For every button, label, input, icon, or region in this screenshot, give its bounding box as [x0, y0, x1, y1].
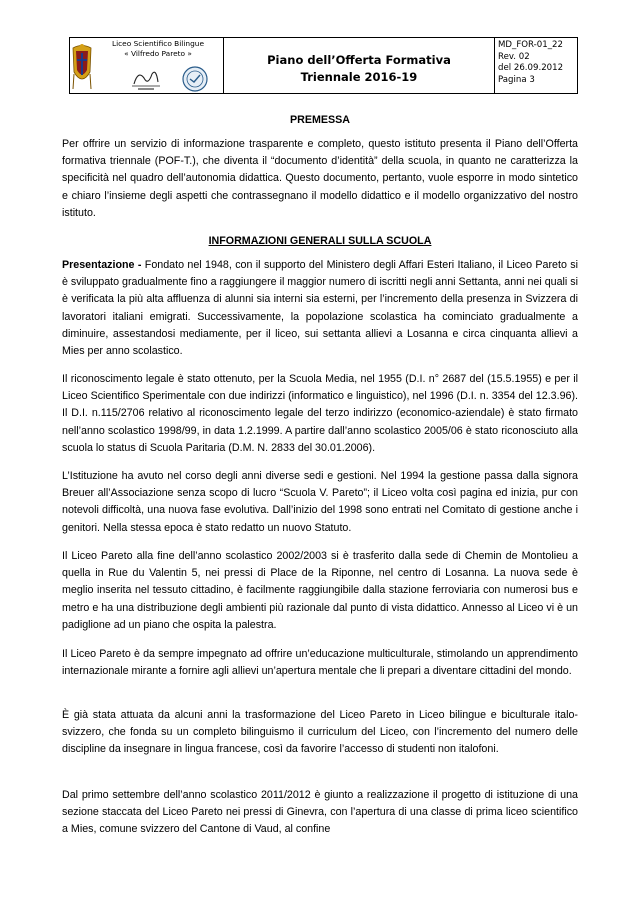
page-number: Pagina 3 — [498, 74, 535, 85]
management-paragraph: L’Istituzione ha avuto nel corso degli anni diverse sedi e gestioni. Nel 1994 la gestione passa dalla signora Breuer all’Associazione senza scopo di lucro “Scuola V. Pareto”; il Liceo volta così pagina ed inizia, pur con notevoli difficoltà, una nuova fase evolutiva. Dall’inizio del 1998 sono entrati nel Comitato di gestione anche i genitori. Nella stessa epoca è stato redatto un nuovo Statuto. — [62, 470, 578, 534]
certification-badge-icon — [182, 66, 208, 92]
school-crest-icon — [71, 42, 93, 92]
headquarters-paragraph: Il Liceo Pareto alla fine dell’anno scolastico 2002/2003 si è trasferito dalla sede di Chemin de Montolieu a quella in Rue du Valentin 5, nei pressi di Place de la Riponne, nel centro di Losanna. La nuova sede è meglio inserita nel tessuto cittadino, è facilmente raggiungibile dalla stazione ferroviaria con numerosi bus e metro e ha una distribuzione degli ambienti più razionale dal punto di vista didattico. Annesso al Liceo vi è un padiglione ad un piano che ospita la palestra. — [62, 550, 578, 631]
bilingual-paragraph: È già stata attuata da alcuni anni la trasformazione del Liceo Pareto in Liceo bilingue e biculturale italo-svizzero, che fonda su un completo bilinguismo il curriculum del Liceo, con l’incremento del numero delle discipline da insegnare in lingua francese, così da favorire l’accesso di studenti non italofoni. — [62, 709, 578, 756]
document-title-line2: Triennale 2016-19 — [300, 69, 418, 84]
presentazione-paragraph — [62, 257, 578, 360]
info-heading: INFORMAZIONI GENERALI SULLA SCUOLA — [208, 235, 432, 247]
document-revision: Rev. 02 — [498, 51, 530, 62]
presentazione-label: Presentazione - — [62, 259, 142, 271]
presentazione-text: Fondato nel 1948, con il supporto del Ministero degli Affari Esteri Italiano, il Liceo Pareto si è sviluppato gradualmente fino a raggiungere il maggior numero di iscritti negli anni Settanta, anni nei quali si è verificata la più alta affluenza di alunni sia interni sia esterni, per l’incremento della presenza in Svizzera di lavoratori italiani emigrati. Successivamente, la popolazione scolastica ha cominciato gradualmente a diminuire, assestandosi mediamente, per il liceo, sui settanta allievi a Losanna e circa cinquanta allievi a Mies per anno scolastico. — [62, 259, 579, 358]
recognition-paragraph: Il riconoscimento legale è stato ottenuto, per la Scuola Media, nel 1955 (D.I. n° 2687 del (15.5.1955) e per il Liceo Scientifico Sperimentale con due indirizzi (informatico e linguistico), nel 1996 (D.I. n. 3354 del 12.3.96). Il D.I. n.115/2706 relativo al riconoscimento legale del terzo indirizzo (economico-aziendale) è stato firmato nell’anno scolastico 1998/99, in data 1.2.1999. A partire dall’anno scolastico 2005/06 è stato riconosciuto alla scuola lo status di Scuola Paritaria (D.M. N. 2833 del 30.01.2006). — [62, 373, 578, 454]
header-title-cell — [224, 38, 495, 93]
document-title-line1: Piano dell’Offerta Formativa — [267, 52, 451, 67]
school-name — [94, 39, 222, 59]
school-name-line2: « Vilfredo Pareto » — [124, 49, 192, 58]
premessa-heading: PREMESSA — [290, 114, 350, 126]
multicultural-paragraph: Il Liceo Pareto è da sempre impegnato ad offrire un’educazione multiculturale, stimolando un apprendimento internazionale mirante a fornire agli allievi un’apertura mentale che li prepari a diventare cittadini del mondo. — [62, 648, 578, 678]
document-code: MD_FOR-01_22 — [498, 40, 563, 50]
signature-logo-icon — [128, 64, 164, 92]
mies-section-paragraph: Dal primo settembre dell’anno scolastico 2011/2012 è giunto a realizzazione il progetto di istituzione di una sezione staccata del Liceo Pareto nei pressi di Ginevra, con l’apertura di una classe di prima liceo scientifico a Mies, comune svizzero del Cantone di Vaud, al confine — [62, 789, 578, 836]
document-date: del 26.09.2012 — [498, 63, 564, 74]
school-name-line1: Liceo Scientifico Bilingue — [111, 39, 205, 48]
premessa-paragraph: Per offrire un servizio di informazione trasparente e completo, questo istituto presenta il Piano dell’Offerta formativa triennale (POF-T.), che diventa il “documento d’identità” della scuola, in quanto ne caratterizza la specificità nel quadro dell’autonomia didattica. Questo documento, pertanto, vuole esporre in modo sintetico e chiaro l’insieme degli aspetti che contrassegnano il modello didattico e il modello organizzativo del nostro istituto. — [62, 138, 578, 219]
header-logo-cell — [70, 38, 224, 93]
document-title — [267, 52, 451, 86]
document-header — [69, 37, 578, 94]
header-meta-cell — [495, 38, 577, 93]
